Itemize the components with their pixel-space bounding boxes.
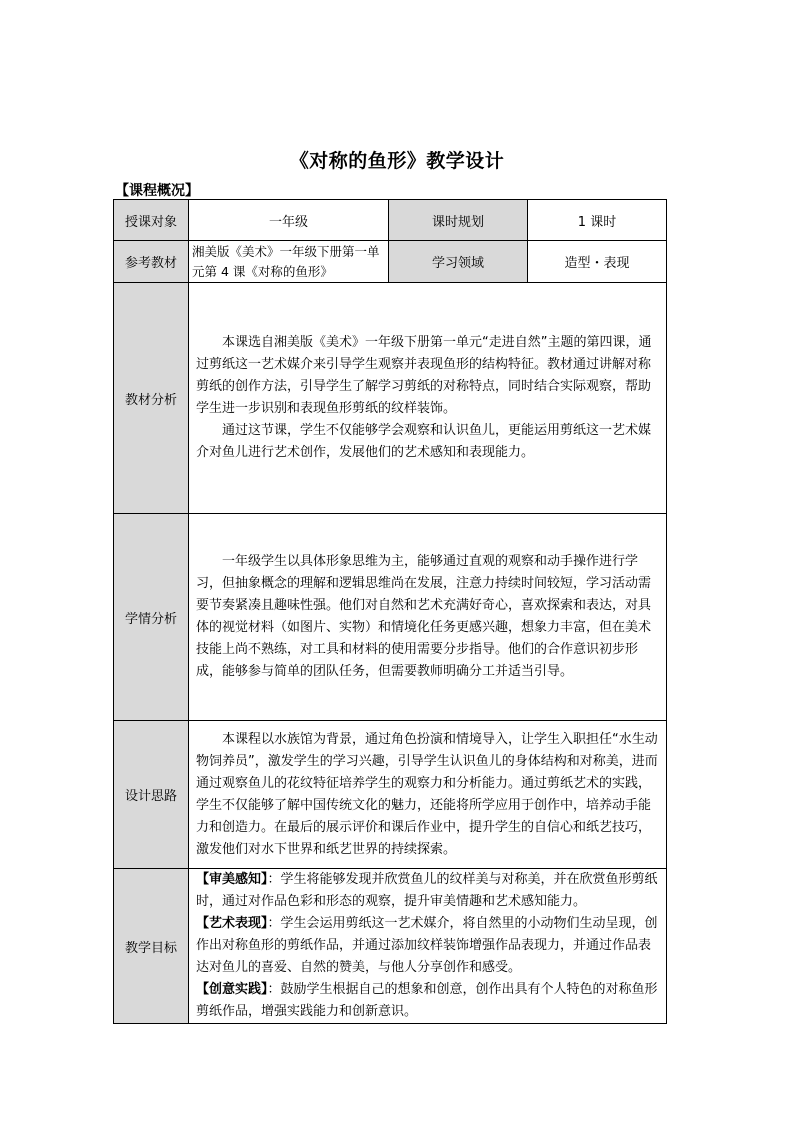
table-row [114, 721, 667, 869]
objective-heading: 【艺术表现】 [196, 916, 268, 931]
textbook-analysis-paragraph-2: 通过这节课，学生不仅能够学会观察和认识鱼儿，更能运用剪纸这一艺术媒介对鱼儿进行艺术创作，发展他们的艺术感知和表现能力。 [196, 423, 652, 460]
objective-text: ：学生将能够发现并欣赏鱼儿的纹样美与对称美，并在欣赏鱼形剪纸时，通过对作品色彩和形态的观察，提升审美情趣和艺术感知能力。 [196, 872, 658, 909]
label-lesson-hours: 课时规划 [389, 200, 528, 241]
objective-text: ：学生会运用剪纸这一艺术媒介，将自然里的小动物们生动呈现，创作出对称鱼形的剪纸作品，并通过添加纹样装饰增强作品表现力，并通过作品表达对鱼儿的喜爱、自然的赞美，与他人分享创作和感受。 [196, 916, 658, 975]
textbook-analysis-paragraph-1: 本课选自湘美版《美术》一年级下册第一单元“走进自然”主题的第四课，通过剪纸这一艺术媒介来引导学生观察并表现鱼形的结构特征。教材通过讲解对称剪纸的创作方法，引导学生了解学习剪纸的对称特点，同时结合实际观察，帮助学生进一步识别和表现鱼形剪纸的纹样装饰。 [196, 335, 652, 416]
student-analysis-content [189, 514, 667, 721]
document-title: 《对称的鱼形》教学设计 [289, 150, 505, 172]
objective-heading: 【创意实践】 [196, 982, 268, 997]
textbook-analysis-content [189, 283, 667, 514]
course-overview-table [113, 199, 667, 1024]
teaching-objectives-content [189, 869, 667, 1024]
value-learning-area: 造型・表现 [528, 241, 667, 283]
objective-artistic-expression [196, 913, 660, 979]
value-reference-textbook: 湘美版《美术》一年级下册第一单元第 4 课《对称的鱼形》 [189, 241, 389, 283]
table-row [114, 241, 667, 283]
label-target-students: 授课对象 [114, 200, 189, 241]
table-row [114, 869, 667, 1024]
objective-text: ：鼓励学生根据自己的想象和创意，创作出具有个人特色的对称鱼形剪纸作品，增强实践能力和创新意识。 [196, 982, 658, 1019]
objective-aesthetic-perception [196, 869, 660, 913]
label-student-analysis: 学情分析 [114, 514, 189, 721]
label-teaching-objectives: 教学目标 [114, 869, 189, 1024]
value-lesson-hours: 1 课时 [528, 200, 667, 241]
student-analysis-paragraph: 一年级学生以具体形象思维为主，能够通过直观的观察和动手操作进行学习，但抽象概念的理解和逻辑思维尚在发展，注意力持续时间较短，学习活动需要节奏紧凑且趣味性强。他们对自然和艺术充满好奇心，喜欢探索和表达，对具体的视觉材料（如图片、实物）和情境化任务更感兴趣，想象力丰富，但在美术技能上尚不熟练，对工具和材料的使用需要分步指导。他们的合作意识初步形成，能够参与简单的团队任务，但需要教师明确分工并适当引导。 [196, 554, 652, 679]
section-label-course-overview: 【课程概况】 [115, 183, 199, 199]
label-learning-area: 学习领域 [389, 241, 528, 283]
objective-creative-practice [196, 979, 660, 1023]
table-row [114, 200, 667, 241]
table-row [114, 514, 667, 721]
value-target-students: 一年级 [189, 200, 389, 241]
design-idea-content [189, 721, 667, 869]
label-textbook-analysis: 教材分析 [114, 283, 189, 514]
objective-heading: 【审美感知】 [196, 872, 268, 887]
label-design-idea: 设计思路 [114, 721, 189, 869]
design-idea-paragraph: 本课程以水族馆为背景，通过角色扮演和情境导入，让学生入职担任“水生动物饲养员”，激发学生的学习兴趣，引导学生认识鱼儿的身体结构和对称美，进而通过观察鱼儿的花纹特征培养学生的观察力和分析能力。通过剪纸艺术的实践，学生不仅能够了解中国传统文化的魅力，还能将所学应用于创作中，培养动手能力和创造力。在最后的展示评价和课后作业中，提升学生的自信心和纸艺技巧，激发他们对水下世界和纸艺世界的持续探索。 [196, 731, 658, 857]
label-reference-textbook: 参考教材 [114, 241, 189, 283]
table-row [114, 283, 667, 514]
